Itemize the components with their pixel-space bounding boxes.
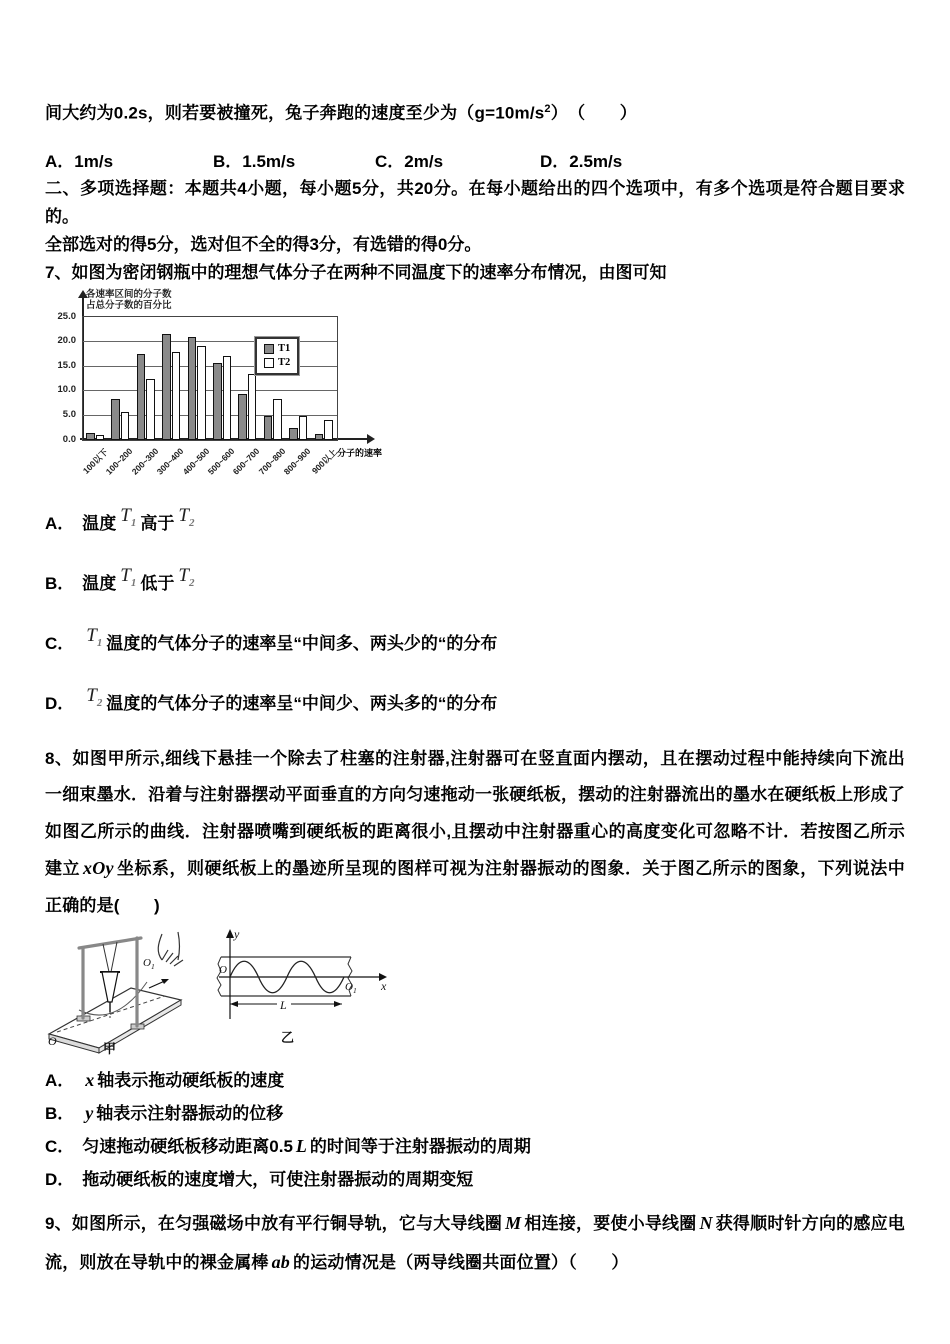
legend-swatch-T2	[264, 358, 274, 368]
math-base: T	[178, 564, 189, 586]
x-tick-label: 700~800	[256, 445, 288, 477]
math-subscript: 2	[188, 576, 195, 589]
text-segment: 9、如图所示，在匀强磁场中放有平行铜导轨，它与大导线圈	[45, 1214, 503, 1234]
text-segment: 的时间等于注射器振动的周期	[309, 1137, 531, 1157]
q7-option-b	[45, 561, 905, 602]
text-segment: 轴表示拖动硬纸板的速度	[97, 1071, 285, 1091]
y-axis-arrow-icon	[226, 929, 234, 938]
bar-T1-9	[315, 434, 324, 440]
label-o: O	[48, 1034, 57, 1049]
bar-T2-7	[273, 399, 282, 440]
hand-sketch	[158, 932, 183, 966]
q8-figure-jia	[45, 924, 195, 1056]
option-label: C．	[45, 1137, 75, 1157]
chart-y-ticks	[49, 310, 79, 445]
caption-jia: 甲	[103, 1041, 117, 1057]
bar-T2-4	[197, 346, 206, 439]
q6-option-d: D．2.5m/s	[540, 151, 623, 171]
mathsup-segment	[116, 561, 140, 593]
bar-T1-3	[162, 334, 171, 440]
x-tick-label: 100以下	[80, 446, 111, 476]
y-axis-arrow-icon	[78, 290, 88, 298]
x-tick-label: 900以上	[309, 446, 339, 476]
option-label: C．	[45, 633, 75, 653]
legend-row	[264, 356, 290, 370]
frame-top-bar	[79, 938, 141, 948]
caption-yi: 乙	[281, 1030, 295, 1046]
math-segment: N	[699, 1213, 713, 1234]
bar-T1-5	[213, 363, 222, 439]
y-tick-label: 25.0	[57, 310, 76, 322]
option-text	[82, 504, 198, 533]
option-text	[82, 1104, 283, 1123]
text-segment: 间大约为0.2s，则若要被撞死，兔子奔跑的速度至少为（g=10m/s	[45, 103, 545, 123]
option-text	[82, 1170, 473, 1189]
option-text	[82, 1071, 284, 1090]
thread-right	[111, 942, 117, 972]
label-L: L	[280, 998, 287, 1013]
option-label: A．	[45, 513, 75, 533]
option-label: B．	[45, 1104, 75, 1124]
text-segment: 轴表示注射器振动的位移	[96, 1104, 284, 1124]
y-tick-label: 20.0	[57, 335, 76, 347]
y-tick-label: 15.0	[57, 359, 76, 371]
q9-paragraph	[45, 1204, 905, 1282]
label-o: O	[219, 964, 227, 977]
q7-option-c	[45, 621, 905, 662]
text-segment: 温度的气体分子的速率呈“中间少、两头多的“的分布	[106, 693, 498, 713]
x-axis-arrow-icon	[367, 434, 375, 444]
math-subscript: 2	[96, 696, 103, 709]
dim-arrow-left	[230, 1001, 238, 1007]
option-label: D．	[45, 693, 75, 713]
text-segment: 温度的气体分子的速率呈“中间多、两头少的“的分布	[106, 633, 498, 653]
y-tick-label: 5.0	[62, 409, 76, 421]
q8-figure-yi	[211, 924, 401, 1049]
option-text	[82, 564, 198, 593]
bar-T2-2	[146, 379, 155, 440]
q7-option-d	[45, 681, 905, 722]
x-axis-caption: 分子的速率	[337, 447, 383, 458]
text-segment: 温度	[82, 513, 117, 533]
option-text	[82, 684, 498, 713]
math-segment: xOy	[83, 858, 114, 879]
math-subscript: 1	[130, 576, 137, 589]
label-y: y	[234, 927, 240, 942]
text-segment: 的运动情况是（两导线圈共面位置）（ ）	[293, 1253, 629, 1273]
q6-option-b: B．1.5m/s	[213, 151, 296, 171]
legend-row	[264, 342, 290, 356]
mathsup-segment	[116, 501, 140, 533]
text-segment: ） （ ）	[550, 103, 637, 123]
x-tick-label: 400~500	[180, 445, 211, 477]
text-segment: 低于	[140, 573, 175, 593]
section2-line2: 全部选对的得5分，选对但不全的得3分，有选错的得0分。	[45, 234, 482, 254]
mathsup-segment	[82, 621, 106, 653]
option-label: A．	[45, 1071, 75, 1091]
label-o1: $O_1$	[345, 981, 357, 996]
bar-T2-5	[223, 356, 232, 440]
math-segment: ab	[271, 1252, 291, 1273]
math-subscript: 2	[188, 516, 195, 529]
q8-paragraph	[45, 741, 905, 925]
q7-options	[45, 501, 905, 722]
q6-option-c: C．2m/s	[375, 151, 444, 171]
text-segment: 高于	[140, 513, 175, 533]
q8-option-b	[45, 1097, 905, 1130]
bar-T2-6	[248, 374, 257, 439]
bar-T2-3	[172, 352, 181, 440]
q8-option-d	[45, 1163, 905, 1196]
chart-legend	[255, 337, 299, 375]
math-base: T	[86, 624, 97, 646]
math-segment: L	[295, 1136, 307, 1157]
bar-T1-6	[238, 394, 247, 440]
dim-arrow-right	[334, 1001, 342, 1007]
sup-segment: 2	[544, 103, 551, 115]
chart-y-axis-title	[86, 289, 172, 312]
text-segment: 匀速拖动硬纸板移动距离0.5	[82, 1137, 293, 1157]
x-tick-label: 500~600	[205, 445, 237, 477]
option-text	[82, 624, 498, 653]
q8-option-c	[45, 1130, 905, 1163]
bar-T1-2	[137, 354, 146, 440]
section2-header	[45, 175, 905, 259]
x-tick-label: 100~200	[104, 445, 135, 477]
q7-chart	[49, 289, 429, 489]
text-segment: 8、如图甲所示,细线下悬挂一个除去了柱塞的注射器,注射器可在竖直面内摆动，且在摆动过程中能持续向下流出一细束墨水．沿着与注射器摆动平面垂直的方向匀速拖动一张硬纸板，摆动的注射器流出的墨水在硬纸板上形成了如图乙所示的曲线．注射器喷嘴到硬纸板的距离很小,且摆动中注射器重心的高度变化可忽略不计．若按图乙所示建立	[45, 748, 905, 879]
mathsup-segment	[174, 561, 198, 593]
y-axis-title-line1: 各速率区间的分子数	[86, 288, 172, 300]
math-segment: y	[85, 1103, 94, 1124]
text-segment: 温度	[82, 573, 117, 593]
text-segment: 拖动硬纸板的速度增大，可使注射器振动的周期变短	[82, 1170, 474, 1190]
x-tick-label: 800~900	[281, 445, 313, 477]
legend-label: T2	[278, 356, 291, 368]
q6-option-a: A．1m/s	[45, 151, 114, 171]
label-x: x	[381, 979, 387, 994]
y-tick-label: 0.0	[62, 433, 76, 445]
thread-left	[103, 944, 109, 972]
y-axis-title-line2: 占总分子数的百分比	[86, 300, 172, 312]
option-label: B．	[45, 573, 75, 593]
q8-figures	[45, 924, 905, 1056]
math-subscript: 1	[130, 516, 137, 529]
bar-T2-8	[299, 416, 308, 440]
bar-T1-4	[188, 337, 197, 439]
text-segment: 获得顺时针方向的感应电流，则放在导轨中的裸金属棒	[45, 1214, 906, 1273]
text-segment: 坐标系，则硬纸板上的墨迹所呈现的图样可视为注射器振动的图象．关于图乙所示的图象，下列说法中正确的是( )	[45, 859, 906, 915]
mathsup-segment	[82, 681, 106, 713]
q7-option-a	[45, 501, 905, 542]
label-o1: $O_1$	[143, 957, 155, 972]
bar-T1-7	[264, 416, 273, 440]
math-base: T	[120, 564, 131, 586]
mathsup-segment	[174, 501, 198, 533]
math-base: T	[86, 684, 97, 706]
x-tick-label: 600~700	[231, 445, 262, 477]
q8-option-a	[45, 1064, 905, 1097]
x-tick-label: 300~400	[154, 445, 186, 477]
chart-x-ticks	[80, 439, 339, 485]
option-text	[82, 1137, 531, 1156]
bar-T1-8	[289, 428, 298, 439]
text-segment: 相连接，要使小导线圈	[524, 1214, 697, 1234]
chart-plot-area	[82, 316, 338, 441]
option-label: D．	[45, 1170, 75, 1190]
q6-options-row	[45, 147, 905, 171]
y-tick-label: 10.0	[57, 384, 76, 396]
math-segment: x	[85, 1070, 95, 1091]
legend-label: T1	[278, 342, 291, 354]
bar-T1-1	[111, 399, 120, 440]
math-base: T	[120, 504, 131, 526]
bar-T2-1	[121, 412, 130, 440]
math-subscript: 1	[96, 636, 103, 649]
q7-title: 7、如图为密闭钢瓶中的理想气体分子在两种不同温度下的速率分布情况，由图可知	[45, 262, 667, 282]
bar-T2-0	[96, 435, 105, 439]
bar-T1-0	[86, 433, 95, 440]
bar-T2-9	[324, 420, 333, 440]
q6-tail-line	[45, 98, 905, 125]
chart-gridline	[83, 390, 337, 391]
legend-swatch-T1	[264, 344, 274, 354]
section2-line1: 二、多项选择题：本题共4小题，每小题5分，共20分。在每小题给出的四个选项中，有多个选项是符合题目要求的。	[45, 178, 905, 226]
x-tick-label: 200~300	[129, 445, 161, 477]
math-base: T	[178, 504, 189, 526]
math-segment: M	[505, 1213, 522, 1234]
q8-options	[45, 1064, 905, 1196]
